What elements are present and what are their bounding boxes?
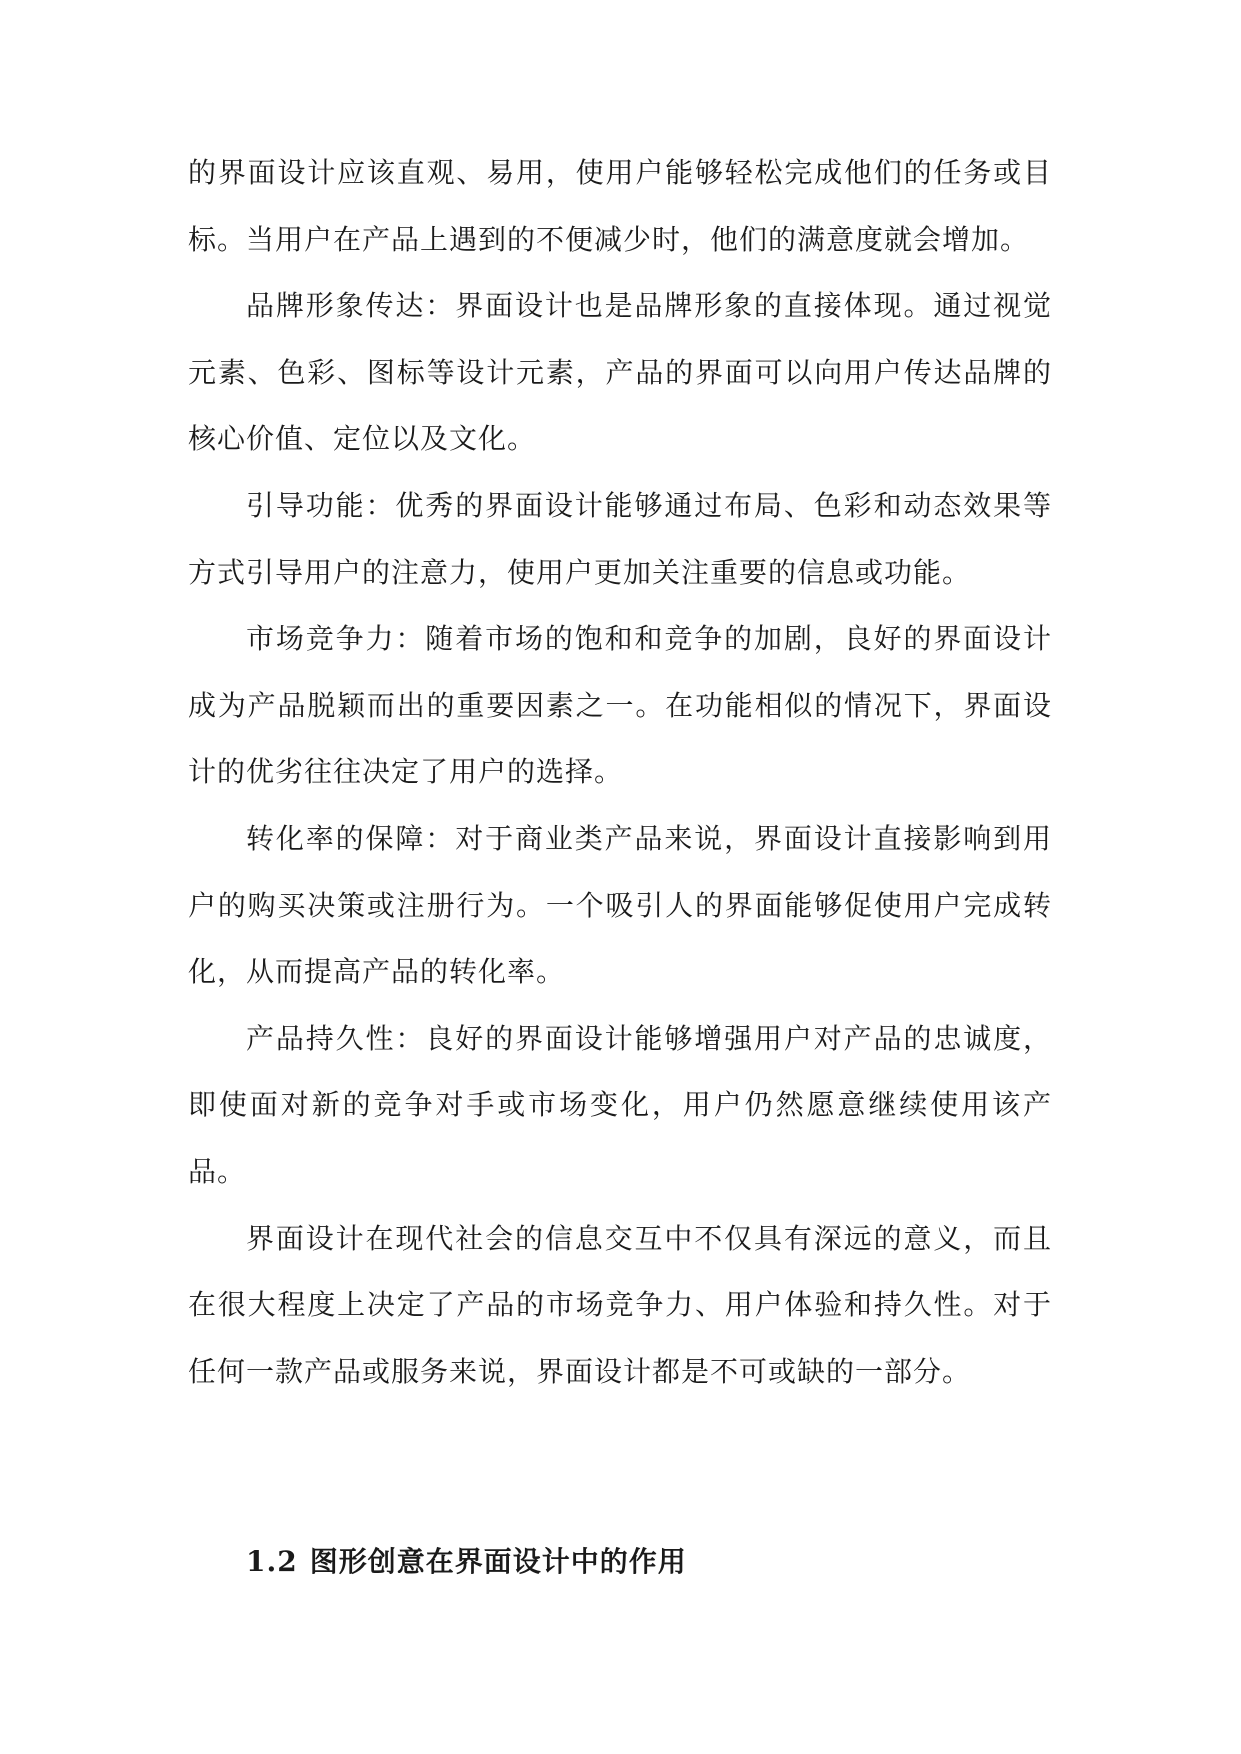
section-heading (246, 1542, 687, 1582)
body-text (188, 140, 1052, 1405)
paragraph-product-durability: 产品持久性：良好的界面设计能够增强用户对产品的忠诚度，即使面对新的竞争对手或市场变化，用户仍然愿意继续使用该产品。 (188, 1021, 1052, 1188)
section-number: 1.2 (246, 1545, 298, 1578)
paragraph-guidance-function: 引导功能：优秀的界面设计能够通过布局、色彩和动态效果等方式引导用户的注意力，使用户更加关注重要的信息或功能。 (188, 488, 1052, 589)
paragraph-conversion-rate: 转化率的保障：对于商业类产品来说，界面设计直接影响到用户的购买决策或注册行为。一个吸引人的界面能够促使用户完成转化，从而提高产品的转化率。 (188, 821, 1052, 989)
paragraph-brand-image: 品牌形象传达：界面设计也是品牌形象的直接体现。通过视觉元素、色彩、图标等设计元素，产品的界面可以向用户传达品牌的核心价值、定位以及文化。 (188, 289, 1052, 456)
section-title: 图形创意在界面设计中的作用 (309, 1545, 687, 1578)
paragraph-usability-continuation: 的界面设计应该直观、易用，使用户能够轻松完成他们的任务或目标。当用户在产品上遇到的不便减少时，他们的满意度就会增加。 (188, 156, 1052, 256)
paragraph-market-competitiveness: 市场竞争力：随着市场的饱和和竞争的加剧，良好的界面设计成为产品脱颖而出的重要因素之一。在功能相似的情况下，界面设计的优劣往往决定了用户的选择。 (188, 622, 1052, 789)
paragraph-conclusion: 界面设计在现代社会的信息交互中不仅具有深远的意义，而且在很大程度上决定了产品的市场竞争力、用户体验和持久性。对于任何一款产品或服务来说，界面设计都是不可或缺的一部分。 (188, 1221, 1052, 1388)
